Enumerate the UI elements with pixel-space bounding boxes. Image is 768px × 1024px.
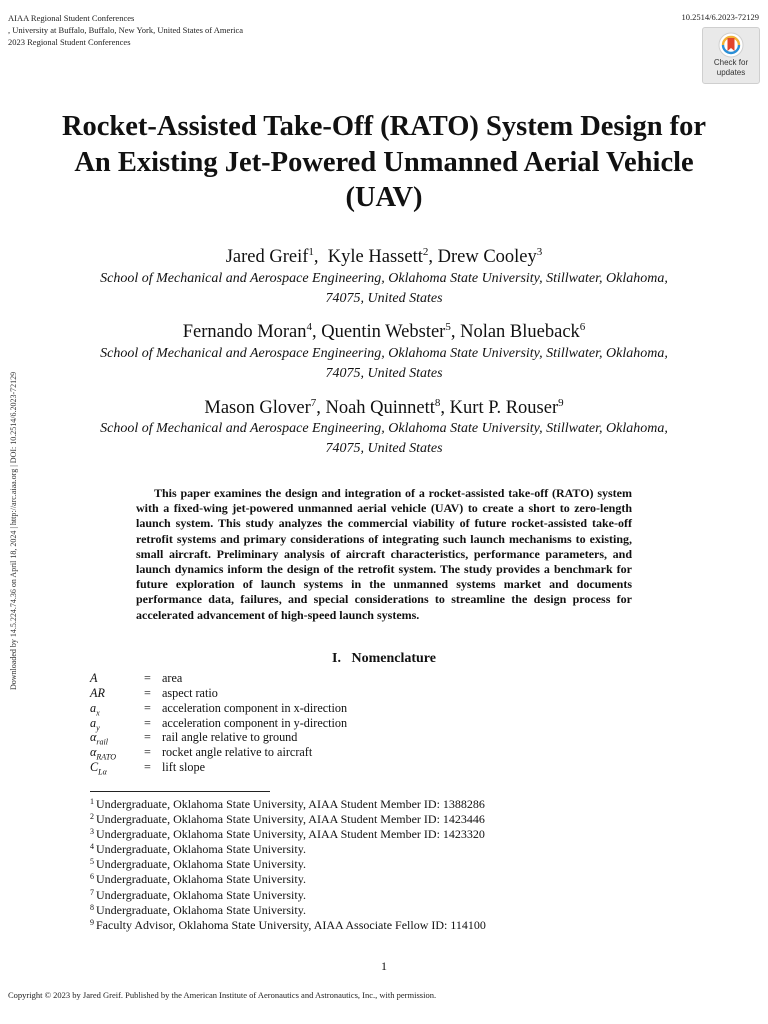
- author-line-2: [60, 321, 708, 343]
- author-sup: 9: [558, 396, 564, 409]
- nomenclature-equals: =: [144, 685, 151, 700]
- nomenclature-definition: rocket angle relative to aircraft: [162, 745, 313, 760]
- badge-label-2: updates: [716, 67, 746, 77]
- nomenclature-equals: =: [144, 715, 151, 730]
- nomenclature-symbol: A: [90, 671, 98, 685]
- author-sup: 6: [579, 320, 586, 333]
- author-name: Kyle Hassett: [327, 247, 423, 267]
- nomenclature-symbol: $\alpha_{rail}$: [90, 730, 108, 747]
- affiliation-2: School of Mechanical and Aerospace Engineering, Oklahoma State University, Stillwater, Oklahoma, 74075, United States: [100, 346, 668, 381]
- nomenclature-equals: =: [144, 760, 151, 775]
- nomenclature-definition: acceleration component in x-direction: [162, 700, 348, 715]
- nomenclature-equals: =: [144, 700, 151, 715]
- footnote-divider: [90, 791, 270, 792]
- affiliation-3: School of Mechanical and Aerospace Engineering, Oklahoma State University, Stillwater, Oklahoma, 74075, United States: [100, 421, 668, 456]
- footnote: $^7$ Undergraduate, Oklahoma State University.: [90, 887, 306, 902]
- footnote: $^9$ Faculty Advisor, Oklahoma State University, AIAA Associate Fellow ID: 114100: [90, 917, 486, 932]
- nomenclature-symbol: $a_y$: [90, 715, 100, 732]
- author-sup: 2: [422, 245, 429, 258]
- footnote: $^2$ Undergraduate, Oklahoma State University, AIAA Student Member ID: 1423446: [90, 812, 485, 827]
- conference-name: AIAA Regional Student Conferences: [8, 13, 135, 23]
- author-sup: 8: [434, 396, 441, 409]
- nomenclature-equals: =: [144, 671, 151, 685]
- footnote: $^5$ Undergraduate, Oklahoma State University.: [90, 857, 306, 872]
- conference-location: , University at Buffalo, Buffalo, New York, United States of America: [8, 25, 244, 35]
- author-sep: ,: [428, 247, 438, 267]
- nomenclature-symbol: $C_{L\alpha}$: [90, 760, 107, 777]
- author-sep: ,: [316, 398, 326, 418]
- author-line-3: [60, 397, 708, 419]
- author-name: Drew Cooley: [437, 247, 537, 267]
- author-sep: ,: [450, 322, 461, 342]
- footnote: $^8$ Undergraduate, Oklahoma State University.: [90, 902, 306, 917]
- nomenclature-symbol: AR: [90, 685, 105, 700]
- page-number: 1: [381, 959, 387, 973]
- author-sep: ,: [440, 398, 450, 418]
- nomenclature-equals: =: [144, 730, 151, 745]
- nomenclature-definition: aspect ratio: [162, 685, 218, 700]
- author-sep: ,: [312, 322, 322, 342]
- author-name: Kurt P. Rouser: [449, 398, 559, 418]
- check-for-updates-badge[interactable]: [702, 27, 760, 84]
- paper-title: Rocket-Assisted Take-Off (RATO) System Design for An Existing Jet-Powered Unmanned Aerial Vehicle (UAV): [61, 111, 707, 213]
- author-name: Fernando Moran: [182, 322, 307, 342]
- conference-year: 2023 Regional Student Conferences: [8, 37, 131, 47]
- author-line-1: [60, 246, 708, 268]
- author-sup: 1: [308, 245, 314, 258]
- author-name: Nolan Blueback: [460, 322, 580, 342]
- conference-header: [8, 12, 243, 48]
- footnote: $^4$ Undergraduate, Oklahoma State University.: [90, 842, 306, 857]
- footnote: $^1$ Undergraduate, Oklahoma State University, AIAA Student Member ID: 1388286: [90, 797, 485, 811]
- author-name: Noah Quinnett: [325, 398, 435, 418]
- nomenclature-symbol: $\alpha_{RATO}$: [90, 745, 116, 762]
- nomenclature-definition: lift slope: [162, 760, 205, 775]
- footnote: $^3$ Undergraduate, Oklahoma State University, AIAA Student Member ID: 1423320: [90, 827, 485, 842]
- abstract: This paper examines the design and integration of a rocket-assisted take-off (RATO) system with a fixed-wing jet-powered unmanned aerial vehicle (UAV) to create a short to zero-length launch system. This study analyzes the commercial viability of future rocket-assisted take-off retrofit systems and primary considerations of integrating such launch mechanisms to existing, small aircraft. Preliminary analysis of aircraft characteristics, performance parameters, and launch dynamics inform the design of the retrofit system. The study provides a benchmark for future exploration of launch systems in the unmanned systems market and documents performance data, failures, and special considerations to streamline the design process for accelerated advancement of high-speed launch systems.: [136, 486, 632, 622]
- download-watermark: Downloaded by 14.5.224.74.36 on April 18, 2024 | http://arc.aiaa.org | DOI: 10.2514/6.2023-72129: [9, 371, 18, 690]
- affiliation-1: School of Mechanical and Aerospace Engineering, Oklahoma State University, Stillwater, Oklahoma, 74075, United States: [100, 271, 668, 306]
- copyright-notice: Copyright © 2023 by Jared Greif. Published by the American Institute of Aeronautics and Astronautics, Inc., with permission.: [8, 990, 437, 1000]
- author-sup: 3: [536, 245, 543, 258]
- author-sup: 4: [306, 320, 313, 333]
- nomenclature-definition: acceleration component in y-direction: [162, 715, 348, 730]
- badge-label-1: Check for: [713, 58, 749, 67]
- bookmark-icon: [718, 32, 744, 58]
- footnote: $^6$ Undergraduate, Oklahoma State University.: [90, 872, 306, 887]
- doi-header: 10.2514/6.2023-72129: [681, 12, 759, 22]
- nomenclature-definition: rail angle relative to ground: [162, 730, 298, 745]
- author-sup: 5: [445, 320, 451, 333]
- section-heading-nomenclature: I. Nomenclature: [332, 651, 436, 666]
- author-sep: ,: [313, 247, 328, 267]
- author-name: Mason Glover: [204, 398, 311, 418]
- author-name: Quentin Webster: [321, 322, 446, 342]
- author-sup: 7: [310, 396, 317, 409]
- footnotes: [90, 797, 486, 933]
- nomenclature-symbol: $a_x$: [90, 700, 100, 718]
- nomenclature-equals: =: [144, 745, 151, 760]
- nomenclature-definition: area: [162, 671, 183, 685]
- author-name: Jared Greif: [225, 247, 309, 267]
